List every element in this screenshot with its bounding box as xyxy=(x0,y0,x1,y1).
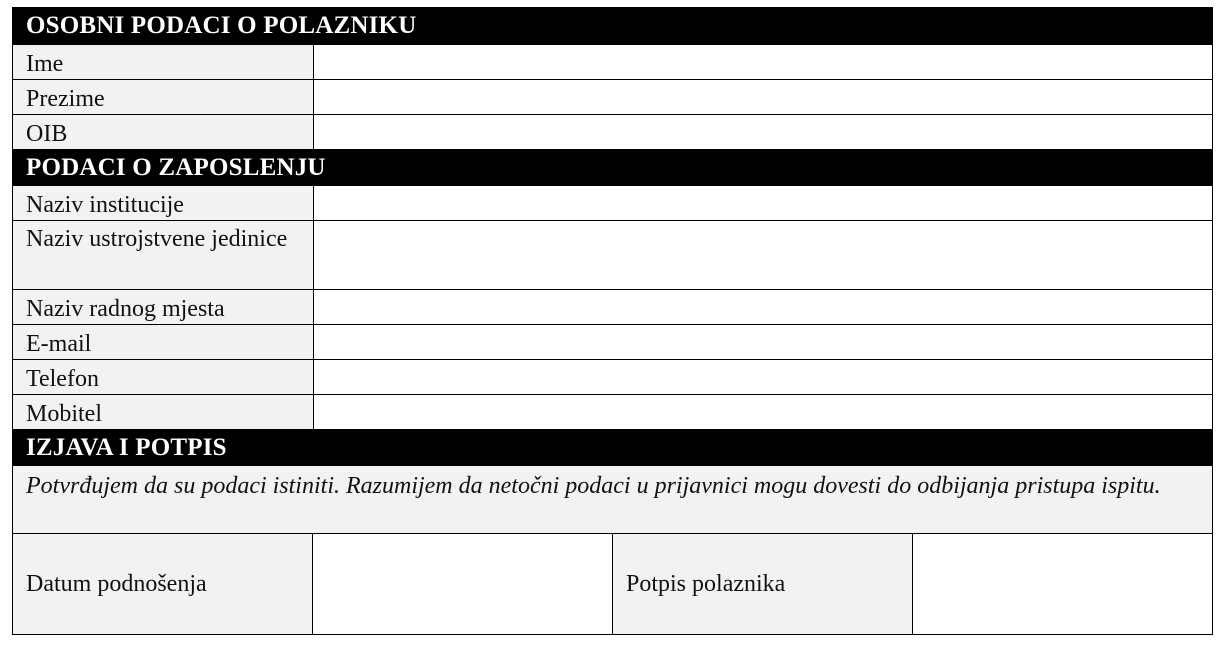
form-row-oib xyxy=(13,114,1212,149)
field-input-ime[interactable] xyxy=(314,45,1212,79)
field-label-prezime: Prezime xyxy=(13,80,314,114)
field-label-unit: Naziv ustrojstvene jedinice xyxy=(13,221,314,289)
date-input[interactable] xyxy=(313,534,613,634)
form-row-prezime xyxy=(13,79,1212,114)
signature-input[interactable] xyxy=(913,534,1212,634)
application-form xyxy=(12,7,1213,635)
field-input-prezime[interactable] xyxy=(314,80,1212,114)
field-label-mobitel: Mobitel xyxy=(13,395,314,429)
form-row-mobitel xyxy=(13,394,1212,429)
form-row-ime xyxy=(13,44,1212,79)
section-header-employment: PODACI O ZAPOSLENJU xyxy=(13,149,1212,185)
form-row-unit xyxy=(13,220,1212,289)
section-header-declaration: IZJAVA I POTPIS xyxy=(13,429,1212,465)
section-header-personal: OSOBNI PODACI O POLAZNIKU xyxy=(13,8,1212,44)
field-input-oib[interactable] xyxy=(314,115,1212,149)
field-input-telefon[interactable] xyxy=(314,360,1212,394)
field-label-oib: OIB xyxy=(13,115,314,149)
form-row-telefon xyxy=(13,359,1212,394)
form-row-institution xyxy=(13,185,1212,220)
form-row-position xyxy=(13,289,1212,324)
signature-label: Potpis polaznika xyxy=(613,534,913,634)
field-input-email[interactable] xyxy=(314,325,1212,359)
form-row-email xyxy=(13,324,1212,359)
field-label-position: Naziv radnog mjesta xyxy=(13,290,314,324)
field-label-telefon: Telefon xyxy=(13,360,314,394)
signature-row xyxy=(13,533,1212,634)
field-label-institution: Naziv institucije xyxy=(13,186,314,220)
field-input-unit[interactable] xyxy=(314,221,1212,289)
declaration-statement: Potvrđujem da su podaci istiniti. Razumijem da netočni podaci u prijavnici mogu dovesti do odbijanja pristupa ispitu. xyxy=(13,465,1212,533)
field-input-institution[interactable] xyxy=(314,186,1212,220)
field-input-position[interactable] xyxy=(314,290,1212,324)
field-input-mobitel[interactable] xyxy=(314,395,1212,429)
date-label: Datum podnošenja xyxy=(13,534,313,634)
field-label-ime: Ime xyxy=(13,45,314,79)
field-label-email: E-mail xyxy=(13,325,314,359)
